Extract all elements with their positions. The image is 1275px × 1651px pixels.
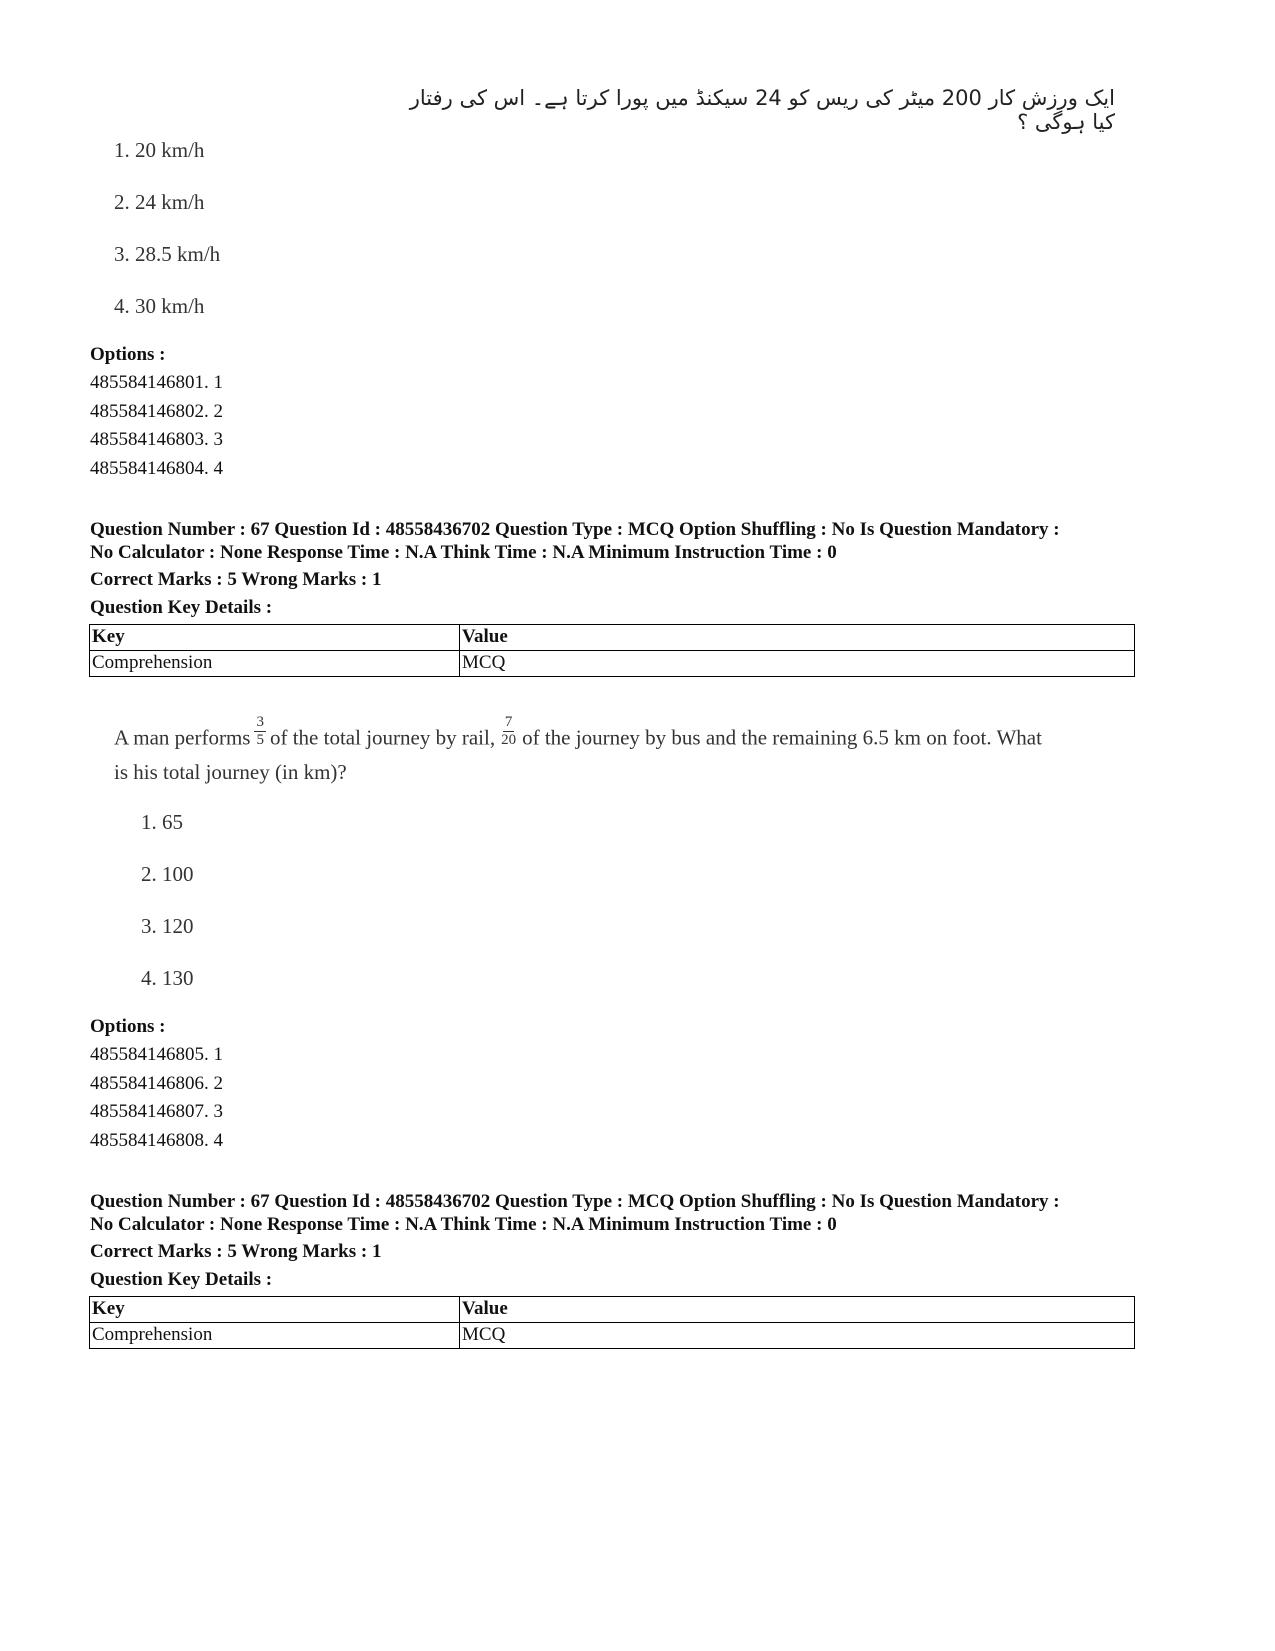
fraction-7-20 bbox=[499, 714, 518, 749]
question-meta-line: No Calculator : None Response Time : N.A Think Time : N.A Minimum Instruction Time : 0 bbox=[90, 1214, 837, 1235]
options-label: Options : bbox=[90, 344, 166, 365]
answer-choice-3: 3. 120 bbox=[141, 914, 194, 938]
question-meta-line: No Calculator : None Response Time : N.A Think Time : N.A Minimum Instruction Time : 0 bbox=[90, 542, 837, 563]
key-value-table bbox=[89, 1296, 1135, 1349]
answer-choice-3: 3. 28.5 km/h bbox=[114, 242, 221, 266]
table-header-row bbox=[90, 1297, 1135, 1323]
table-cell: MCQ bbox=[460, 651, 1135, 677]
answer-choice-4: 4. 130 bbox=[141, 966, 194, 990]
table-cell: Comprehension bbox=[90, 651, 460, 677]
answer-choice-2: 2. 100 bbox=[141, 862, 194, 886]
fraction-denominator: 20 bbox=[501, 732, 517, 748]
table-header-cell: Key bbox=[90, 625, 460, 651]
question-text bbox=[114, 714, 1144, 788]
option-id-line: 485584146802. 2 bbox=[90, 400, 223, 422]
options-label: Options : bbox=[90, 1016, 166, 1037]
question-text-part: is his total journey (in km)? bbox=[114, 760, 347, 784]
option-id-line: 485584146804. 4 bbox=[90, 457, 223, 479]
marks-line: Correct Marks : 5 Wrong Marks : 1 bbox=[90, 569, 382, 590]
answer-choice-1: 1. 20 km/h bbox=[114, 138, 205, 162]
key-value-table bbox=[89, 624, 1135, 677]
question-text-part: of the total journey by rail, bbox=[269, 725, 496, 750]
option-id-line: 485584146803. 3 bbox=[90, 429, 223, 450]
fraction-3-5 bbox=[254, 714, 266, 749]
option-id-line: 485584146805. 1 bbox=[90, 1044, 223, 1065]
fraction-numerator: 7 bbox=[504, 714, 513, 730]
option-id-line: 485584146808. 4 bbox=[90, 1129, 223, 1151]
key-details-label: Question Key Details : bbox=[90, 597, 273, 618]
question-meta-line: Question Number : 67 Question Id : 48558436702 Question Type : MCQ Option Shuffling : No Is Question Mandatory : bbox=[90, 1191, 1060, 1212]
answer-choice-4: 4. 30 km/h bbox=[114, 294, 205, 318]
question-meta bbox=[90, 518, 1180, 564]
question-text-part: of the journey by bus and the remaining 6.5 km on foot. What bbox=[522, 725, 1042, 750]
marks-line: Correct Marks : 5 Wrong Marks : 1 bbox=[90, 1241, 382, 1262]
table-row bbox=[90, 651, 1135, 677]
table-cell: MCQ bbox=[460, 1323, 1135, 1349]
table-cell: Comprehension bbox=[90, 1323, 460, 1349]
question-meta-line: Question Number : 67 Question Id : 48558436702 Question Type : MCQ Option Shuffling : No Is Question Mandatory : bbox=[90, 519, 1060, 540]
table-header-row bbox=[90, 625, 1135, 651]
fraction-numerator: 3 bbox=[256, 714, 264, 730]
options-list bbox=[90, 369, 223, 483]
answer-choice-2: 2. 24 km/h bbox=[114, 190, 205, 214]
options-list bbox=[90, 1041, 223, 1155]
answer-choice-1: 1. 65 bbox=[141, 810, 183, 834]
table-row bbox=[90, 1323, 1135, 1349]
option-id-line: 485584146807. 3 bbox=[90, 1101, 223, 1122]
key-details-label: Question Key Details : bbox=[90, 1269, 273, 1290]
question-text-part: A man performs bbox=[114, 725, 251, 750]
table-header-cell: Key bbox=[90, 1297, 460, 1323]
table-header-cell: Value bbox=[460, 1297, 1135, 1323]
question-meta bbox=[90, 1190, 1180, 1236]
option-id-line: 485584146801. 1 bbox=[90, 372, 223, 393]
question-text-urdu: ایک ورزش کار 200 میٹر کی ریس کو 24 سیکنڈ میں پورا کرتا ہے۔ اس کی رفتار کیا ہوگی ؟ bbox=[409, 86, 1115, 134]
option-id-line: 485584146806. 2 bbox=[90, 1072, 223, 1094]
table-header-cell: Value bbox=[460, 625, 1135, 651]
fraction-denominator: 5 bbox=[256, 732, 264, 748]
